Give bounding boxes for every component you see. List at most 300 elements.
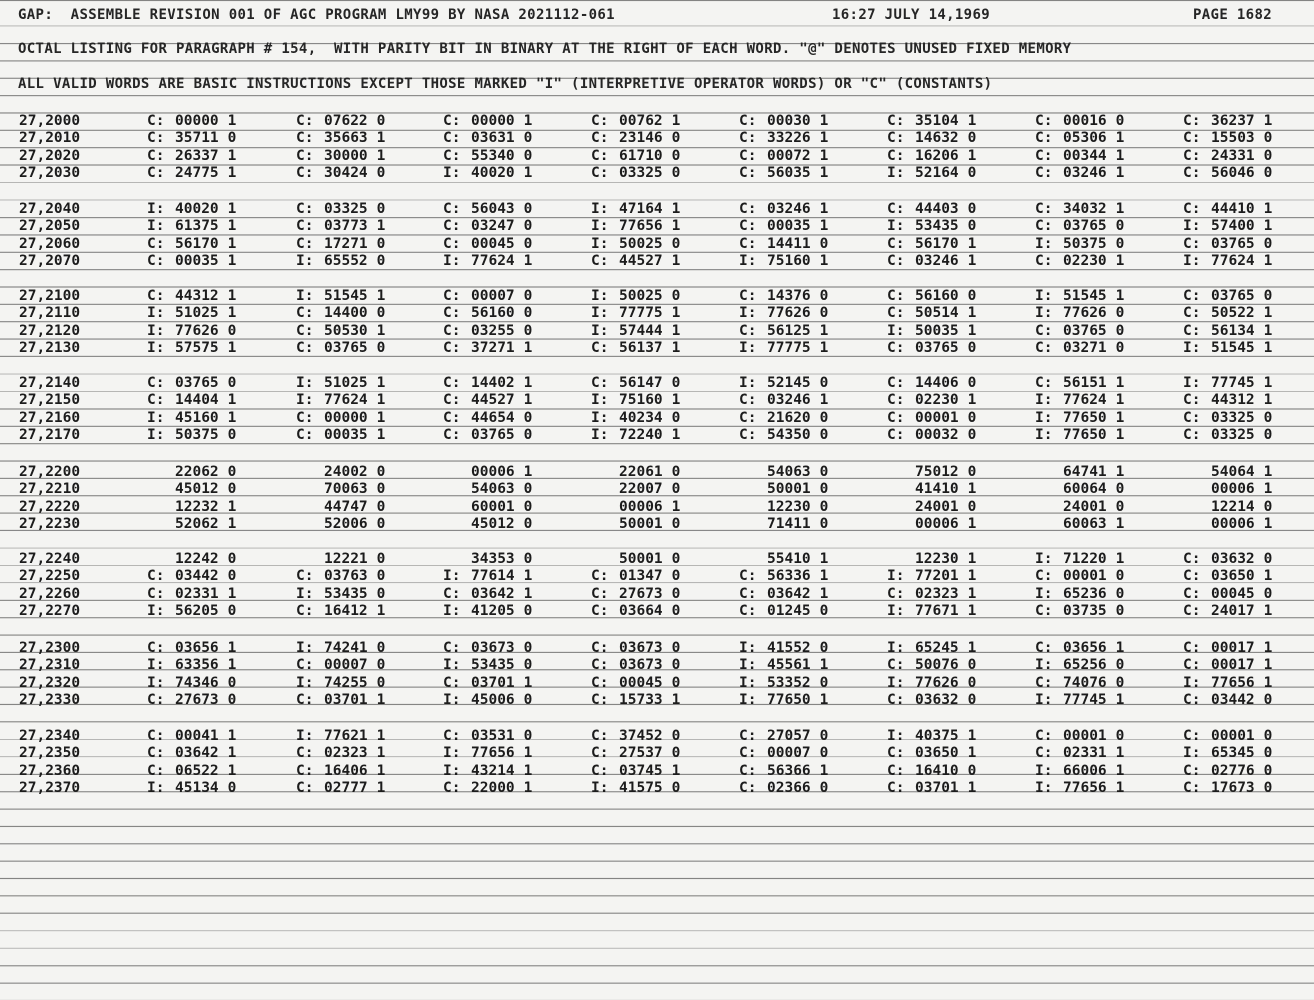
memory-word [739, 165, 828, 181]
memory-word [296, 218, 385, 234]
memory-word [591, 410, 680, 426]
row-address: 27,2340 [19, 728, 81, 744]
word-octal-value: 00017 [1211, 657, 1255, 674]
word-type-marker: C: [887, 253, 905, 270]
memory-word [296, 551, 385, 567]
word-octal-value: 50025 [619, 235, 663, 252]
memory-word [591, 236, 680, 252]
parity-bit: 1 [967, 235, 977, 252]
memory-word [147, 657, 236, 673]
memory-word [443, 464, 532, 480]
word-octal-value: 03773 [324, 218, 368, 235]
memory-word [443, 516, 532, 532]
row-address: 27,2320 [19, 674, 81, 691]
word-type-marker: C: [296, 603, 314, 620]
word-octal-value: 57444 [619, 322, 663, 339]
word-type-marker: C: [887, 113, 905, 129]
word-octal-value: 02366 [767, 780, 811, 797]
memory-word [1035, 427, 1124, 443]
word-type-marker: C: [591, 640, 609, 656]
memory-word [1035, 728, 1124, 744]
memory-word [1183, 165, 1272, 181]
word-octal-value: 37452 [619, 728, 663, 744]
memory-word [739, 427, 828, 443]
word-type-marker: C: [887, 288, 905, 304]
word-octal-value: 05306 [1063, 130, 1107, 147]
word-octal-value: 77626 [915, 674, 959, 691]
memory-word [1183, 481, 1272, 497]
memory-word [1183, 763, 1272, 779]
word-octal-value: 77621 [324, 728, 368, 744]
word-type-marker: C: [296, 147, 314, 164]
word-type-marker: C: [1035, 375, 1053, 391]
memory-word [296, 165, 385, 181]
word-octal-value: 00030 [767, 113, 811, 129]
word-octal-value: 24002 [324, 464, 368, 480]
word-octal-value: 14632 [915, 130, 959, 147]
parity-bit: 1 [376, 147, 386, 164]
word-type-marker: C: [1183, 551, 1201, 567]
word-octal-value: 77201 [915, 568, 959, 585]
word-octal-value: 16406 [324, 762, 368, 779]
word-type-marker: C: [591, 603, 609, 620]
memory-word [147, 728, 236, 744]
word-octal-value: 03247 [471, 218, 515, 235]
parity-bit: 1 [819, 657, 829, 674]
memory-word [1035, 499, 1124, 515]
listing-row [0, 640, 1314, 657]
memory-word [147, 201, 236, 217]
word-type-marker: I: [739, 692, 757, 709]
memory-word [443, 113, 532, 129]
parity-bit: 1 [819, 218, 829, 235]
word-type-marker: I: [1035, 427, 1053, 444]
word-octal-value: 74241 [324, 640, 368, 656]
parity-bit: 1 [1115, 375, 1125, 391]
word-type-marker: I: [591, 218, 609, 235]
listing-row [0, 516, 1314, 533]
parity-bit: 0 [671, 780, 681, 797]
word-type-marker: C: [443, 201, 461, 217]
word-octal-value: 52006 [324, 516, 368, 533]
listing-row [0, 305, 1314, 322]
memory-word [739, 305, 828, 321]
word-octal-value: 03765 [324, 340, 368, 357]
word-octal-value: 03765 [1211, 288, 1255, 304]
memory-word [1183, 218, 1272, 234]
memory-word [296, 236, 385, 252]
word-type-marker: C: [1183, 585, 1201, 602]
word-octal-value: 14376 [767, 288, 811, 304]
word-type-marker: C: [443, 674, 461, 691]
parity-bit: 1 [819, 322, 829, 339]
parity-bit: 0 [227, 427, 237, 444]
word-type-marker: C: [296, 657, 314, 674]
memory-word [296, 499, 385, 515]
row-address: 27,2100 [19, 288, 81, 304]
word-octal-value: 51545 [324, 288, 368, 304]
word-type-marker: I: [887, 568, 905, 585]
word-octal-value: 03765 [175, 375, 219, 391]
word-octal-value: 06522 [175, 762, 219, 779]
memory-word [1183, 392, 1272, 408]
listing-row [0, 340, 1314, 357]
parity-bit: 1 [376, 427, 386, 444]
parity-bit: 1 [967, 551, 977, 567]
memory-word [739, 375, 828, 391]
word-octal-value: 03745 [619, 762, 663, 779]
word-type-marker: C: [1035, 253, 1053, 270]
word-type-marker: C: [1183, 762, 1201, 779]
parity-bit: 0 [671, 585, 681, 602]
parity-bit: 1 [1115, 640, 1125, 656]
parity-bit: 0 [1263, 692, 1273, 709]
memory-word [887, 323, 976, 339]
word-type-marker: I: [1035, 409, 1053, 426]
parity-bit: 0 [1263, 165, 1273, 182]
word-type-marker: I: [1035, 585, 1053, 602]
word-octal-value: 56046 [1211, 165, 1255, 182]
word-octal-value: 03271 [1063, 340, 1107, 357]
parity-bit: 1 [819, 147, 829, 164]
word-type-marker: C: [443, 340, 461, 357]
parity-bit: 0 [523, 147, 533, 164]
parity-bit: 1 [227, 147, 237, 164]
row-address: 27,2030 [19, 165, 81, 182]
row-address: 27,2250 [19, 568, 81, 585]
word-octal-value: 17673 [1211, 780, 1255, 797]
word-octal-value: 66006 [1063, 762, 1107, 779]
word-octal-value: 75160 [767, 253, 811, 270]
word-octal-value: 56137 [619, 340, 663, 357]
parity-bit: 1 [671, 322, 681, 339]
memory-word [296, 288, 385, 304]
parity-bit: 0 [227, 322, 237, 339]
word-type-marker: C: [1183, 165, 1201, 182]
parity-bit: 1 [671, 692, 681, 709]
word-type-marker: C: [296, 568, 314, 585]
parity-bit: 1 [819, 165, 829, 182]
parity-bit: 0 [819, 305, 829, 322]
parity-bit: 0 [523, 427, 533, 444]
word-type-marker: I: [1035, 235, 1053, 252]
word-octal-value: 27057 [767, 728, 811, 744]
memory-word [887, 568, 976, 584]
word-octal-value: 77626 [1063, 305, 1107, 322]
memory-word [1035, 113, 1124, 129]
memory-word [1035, 657, 1124, 673]
parity-bit: 0 [523, 551, 533, 567]
word-type-marker: I: [147, 780, 165, 797]
memory-word [1183, 780, 1272, 796]
word-octal-value: 00035 [175, 253, 219, 270]
word-octal-value: 12230 [915, 551, 959, 567]
memory-word [147, 499, 236, 515]
listing-row [0, 201, 1314, 218]
memory-word [591, 640, 680, 656]
parity-bit: 0 [671, 640, 681, 656]
word-octal-value: 57575 [175, 340, 219, 357]
word-type-marker: C: [443, 375, 461, 391]
word-type-marker: C: [296, 322, 314, 339]
memory-word [443, 323, 532, 339]
memory-word [591, 568, 680, 584]
memory-word [147, 481, 236, 497]
memory-word [147, 745, 236, 761]
parity-bit: 0 [523, 603, 533, 620]
parity-bit: 0 [1115, 568, 1125, 585]
row-address: 27,2210 [19, 481, 81, 498]
word-octal-value: 03632 [915, 692, 959, 709]
word-octal-value: 52164 [915, 165, 959, 182]
memory-word [1183, 516, 1272, 532]
word-type-marker: C: [887, 305, 905, 322]
word-type-marker: C: [887, 130, 905, 147]
parity-bit: 0 [819, 498, 829, 515]
word-type-marker: C: [739, 427, 757, 444]
parity-bit: 1 [819, 551, 829, 567]
listing-row [0, 763, 1314, 780]
word-type-marker: C: [887, 375, 905, 391]
word-type-marker: I: [443, 253, 461, 270]
parity-bit: 0 [227, 674, 237, 691]
word-octal-value: 40234 [619, 409, 663, 426]
word-octal-value: 03325 [619, 165, 663, 182]
word-type-marker: I: [1035, 657, 1053, 674]
word-type-marker: C: [591, 657, 609, 674]
word-octal-value: 35663 [324, 130, 368, 147]
parity-bit: 0 [523, 201, 533, 217]
word-octal-value: 00001 [1063, 568, 1107, 585]
parity-bit: 0 [819, 375, 829, 391]
parity-bit: 1 [671, 253, 681, 270]
memory-word [1035, 288, 1124, 304]
memory-word [591, 375, 680, 391]
parity-bit: 0 [523, 692, 533, 709]
word-octal-value: 60001 [471, 498, 515, 515]
memory-word [1035, 763, 1124, 779]
listing-row [0, 427, 1314, 444]
listing-row [0, 728, 1314, 745]
word-octal-value: 44747 [324, 498, 368, 515]
row-address: 27,2060 [19, 235, 81, 252]
parity-bit: 0 [671, 745, 681, 762]
word-type-marker: C: [1183, 409, 1201, 426]
word-octal-value: 23146 [619, 130, 663, 147]
row-address: 27,2020 [19, 147, 81, 164]
word-type-marker: C: [591, 375, 609, 391]
parity-bit: 1 [819, 585, 829, 602]
word-octal-value: 03246 [767, 201, 811, 217]
word-octal-value: 40375 [915, 728, 959, 744]
parity-bit: 1 [671, 305, 681, 322]
word-octal-value: 00007 [324, 657, 368, 674]
memory-word [739, 780, 828, 796]
parity-bit: 1 [967, 481, 977, 498]
word-octal-value: 56151 [1063, 375, 1107, 391]
memory-word [887, 763, 976, 779]
memory-word [887, 728, 976, 744]
word-type-marker: C: [739, 728, 757, 744]
word-type-marker: C: [147, 568, 165, 585]
memory-word [1183, 323, 1272, 339]
parity-bit: 1 [819, 340, 829, 357]
word-octal-value: 50001 [619, 551, 663, 567]
memory-word [1183, 499, 1272, 515]
word-octal-value: 33226 [767, 130, 811, 147]
parity-bit: 1 [967, 603, 977, 620]
parity-bit: 1 [227, 218, 237, 235]
memory-word [443, 692, 532, 708]
parity-bit: 0 [1263, 728, 1273, 744]
word-octal-value: 12242 [175, 551, 219, 567]
word-octal-value: 64741 [1063, 464, 1107, 480]
word-octal-value: 45160 [175, 409, 219, 426]
memory-word [296, 305, 385, 321]
word-octal-value: 03325 [1211, 409, 1255, 426]
memory-word [147, 516, 236, 532]
memory-word [591, 218, 680, 234]
word-octal-value: 03656 [1063, 640, 1107, 656]
memory-word [1183, 603, 1272, 619]
parity-bit: 0 [227, 464, 237, 480]
memory-word [1035, 218, 1124, 234]
word-octal-value: 00006 [915, 516, 959, 533]
memory-word [147, 165, 236, 181]
word-octal-value: 65345 [1211, 745, 1255, 762]
word-type-marker: I: [739, 253, 757, 270]
word-type-marker: I: [443, 692, 461, 709]
word-octal-value: 77656 [619, 218, 663, 235]
parity-bit: 1 [523, 392, 533, 409]
memory-word [1035, 236, 1124, 252]
memory-word [887, 236, 976, 252]
memory-word [1035, 675, 1124, 691]
memory-word [296, 516, 385, 532]
parity-bit: 0 [227, 375, 237, 391]
word-type-marker: C: [591, 130, 609, 147]
word-type-marker: C: [147, 392, 165, 409]
word-type-marker: C: [296, 745, 314, 762]
listing-row [0, 603, 1314, 620]
word-octal-value: 41552 [767, 640, 811, 656]
row-address: 27,2270 [19, 603, 81, 620]
memory-word [1035, 516, 1124, 532]
word-type-marker: C: [887, 392, 905, 409]
parity-bit: 1 [967, 745, 977, 762]
word-type-marker: I: [296, 253, 314, 270]
memory-word [591, 780, 680, 796]
parity-bit: 0 [227, 568, 237, 585]
parity-bit: 1 [967, 113, 977, 129]
word-octal-value: 16412 [324, 603, 368, 620]
word-octal-value: 71220 [1063, 551, 1107, 567]
parity-bit: 0 [967, 464, 977, 480]
word-type-marker: C: [443, 305, 461, 322]
word-octal-value: 56170 [915, 235, 959, 252]
word-octal-value: 30000 [324, 147, 368, 164]
memory-word [591, 464, 680, 480]
word-type-marker: C: [296, 762, 314, 779]
word-type-marker: C: [887, 235, 905, 252]
word-type-marker: I: [739, 340, 757, 357]
word-type-marker: C: [1035, 130, 1053, 147]
word-type-marker: I: [1035, 762, 1053, 779]
parity-bit: 1 [523, 762, 533, 779]
memory-word [739, 640, 828, 656]
word-octal-value: 50522 [1211, 305, 1255, 322]
memory-word [147, 113, 236, 129]
word-octal-value: 03735 [1063, 603, 1107, 620]
memory-word [296, 323, 385, 339]
parity-bit: 0 [523, 481, 533, 498]
memory-word [739, 657, 828, 673]
word-type-marker: C: [1183, 427, 1201, 444]
memory-word [147, 675, 236, 691]
parity-bit: 0 [819, 603, 829, 620]
listing-row [0, 692, 1314, 709]
word-type-marker: I: [147, 603, 165, 620]
word-octal-value: 00762 [619, 113, 663, 129]
word-type-marker: C: [1183, 603, 1201, 620]
word-type-marker: I: [296, 392, 314, 409]
memory-word [739, 499, 828, 515]
memory-word [296, 253, 385, 269]
parity-bit: 0 [1115, 585, 1125, 602]
word-type-marker: I: [887, 218, 905, 235]
memory-word [443, 236, 532, 252]
parity-bit: 0 [1115, 235, 1125, 252]
listing-row [0, 218, 1314, 235]
parity-bit: 1 [1115, 130, 1125, 147]
parity-bit: 0 [1263, 745, 1273, 762]
memory-word [591, 165, 680, 181]
memory-word [1183, 113, 1272, 129]
parity-bit: 0 [523, 409, 533, 426]
parity-bit: 0 [1263, 235, 1273, 252]
word-type-marker: C: [443, 728, 461, 744]
header-title: GAP: ASSEMBLE REVISION 001 OF AGC PROGRAM LMY99 BY NASA 2021112-061 [18, 7, 615, 23]
word-type-marker: I: [591, 409, 609, 426]
memory-word [147, 410, 236, 426]
word-octal-value: 77614 [471, 568, 515, 585]
row-address: 27,2170 [19, 427, 81, 444]
parity-bit: 0 [671, 288, 681, 304]
word-octal-value: 55340 [471, 147, 515, 164]
word-type-marker: I: [739, 305, 757, 322]
word-octal-value: 57400 [1211, 218, 1255, 235]
memory-word [1035, 375, 1124, 391]
parity-bit: 0 [967, 375, 977, 391]
memory-word [296, 481, 385, 497]
parity-bit: 0 [967, 165, 977, 182]
word-octal-value: 52145 [767, 375, 811, 391]
word-type-marker: C: [739, 322, 757, 339]
word-octal-value: 03325 [1211, 427, 1255, 444]
parity-bit: 1 [1263, 113, 1273, 129]
memory-word [1035, 201, 1124, 217]
word-octal-value: 40020 [471, 165, 515, 182]
memory-word [887, 218, 976, 234]
word-type-marker: C: [1183, 201, 1201, 217]
word-type-marker: C: [739, 568, 757, 585]
word-octal-value: 41205 [471, 603, 515, 620]
memory-word [887, 340, 976, 356]
word-type-marker: I: [147, 409, 165, 426]
word-type-marker: C: [296, 218, 314, 235]
word-type-marker: C: [147, 113, 165, 129]
parity-bit: 1 [1263, 218, 1273, 235]
